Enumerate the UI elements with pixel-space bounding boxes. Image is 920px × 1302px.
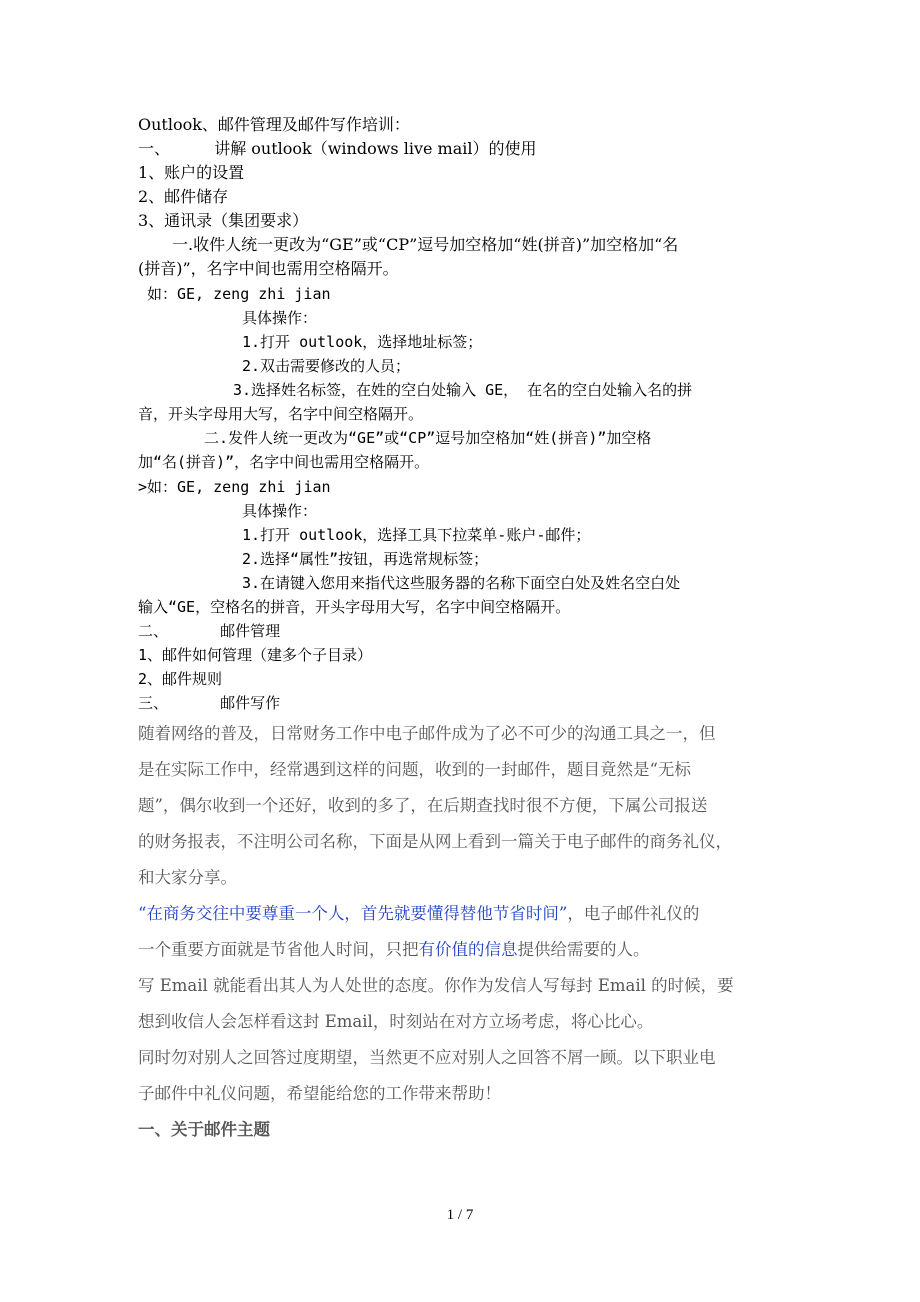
sender-rule-line-1: 二.发件人统一更改为“GE”或“CP”逗号加空格加“姓(拼音)”加空格 (204, 429, 652, 447)
section3-heading-text: 邮件写作 (220, 694, 281, 712)
quote-line (138, 902, 699, 926)
section1-item-1: 1、账户的设置 (138, 163, 245, 182)
section2-heading-num: 二、 (138, 622, 169, 640)
value-info-post: 提供给需要的人。 (517, 940, 650, 959)
value-info-highlight: 有价值的信息 (418, 940, 518, 959)
para1-line-5: 和大家分享。 (138, 868, 237, 887)
para4-line-1: 同时勿对别人之回答过度期望，当然更不应对别人之回答不屑一顾。以下职业电 (138, 1048, 716, 1067)
para3-line-1: 写 Email 就能看出其人为人处世的态度。你作为发信人写每封 Email 的时候，要 (138, 976, 734, 995)
section2-item-2: 2、邮件规则 (138, 670, 223, 688)
op1-step-2: 2.双击需要修改的人员； (242, 357, 411, 375)
op1-step-3-line-2: 音，开头字母用大写，名字中间空格隔开。 (138, 405, 424, 423)
op2-step-3-line-1: 3.在请键入您用来指代这些服务器的名称下面空白处及姓名空白处 (242, 574, 681, 592)
value-info-line (138, 938, 650, 962)
para4-line-2: 子邮件中礼仪问题，希望能给您的工作带来帮助！ (138, 1084, 501, 1103)
recipient-rule-line-2: (拼音)”，名字中间也需用空格隔开。 (138, 259, 399, 278)
op1-step-3-line-1: 3.选择姓名标签，在姓的空白处输入 GE， 在名的空白处输入名的拼 (233, 381, 693, 399)
section3-heading (138, 692, 280, 714)
example-2: >如：GE, zeng zhi jian (138, 478, 331, 496)
para1-line-1: 随着网络的普及，日常财务工作中电子邮件成为了必不可少的沟通工具之一，但 (138, 724, 716, 743)
op1-step-1: 1.打开 outlook，选择地址标签； (242, 333, 483, 351)
email-subject-subheading: 一、关于邮件主题 (138, 1120, 270, 1139)
page-indicator: 1 / 7 (446, 1207, 474, 1223)
section3-heading-num: 三、 (138, 694, 169, 712)
ops-label-1: 具体操作： (242, 309, 318, 327)
highlighted-quote: “在商务交往中要尊重一个人，首先就要懂得替他节省时间” (138, 904, 568, 923)
quote-line-rest: ，电子邮件礼仪的 (567, 904, 700, 923)
recipient-rule-line-1: 一.收件人统一更改为“GE”或“CP”逗号加空格加“姓(拼音)”加空格加“名 (172, 235, 679, 254)
section2-heading-text: 邮件管理 (220, 622, 281, 640)
document-title: Outlook、邮件管理及邮件写作培训： (138, 115, 410, 134)
ops-label-2: 具体操作： (242, 502, 318, 520)
section2-item-1: 1、邮件如何管理（建多个子目录） (138, 646, 373, 664)
example-1: 如：GE, zeng zhi jian (147, 285, 331, 303)
para1-line-3: 题”，偶尔收到一个还好，收到的多了，在后期查找时很不方便，下属公司报送 (138, 796, 708, 815)
section1-heading-num: 一、 (138, 139, 171, 158)
section1-heading (138, 138, 537, 160)
section2-heading (138, 620, 280, 642)
op2-step-2: 2.选择“属性”按钮，再选常规标签； (242, 550, 489, 568)
section1-item-2: 2、邮件储存 (138, 187, 229, 206)
op2-step-1: 1.打开 outlook，选择工具下拉菜单-账户-邮件； (242, 526, 591, 544)
sender-rule-line-2: 加“名(拼音)”，名字中间也需用空格隔开。 (138, 453, 430, 471)
para1-line-4: 的财务报表，不注明公司名称，下面是从网上看到一篇关于电子邮件的商务礼仪， (138, 832, 732, 851)
section1-heading-text: 讲解 outlook（windows live mail）的使用 (214, 139, 537, 158)
para1-line-2: 是在实际工作中，经常遇到这样的问题，收到的一封邮件，题目竟然是“无标 (138, 760, 691, 779)
para3-line-2: 想到收信人会怎样看这封 Email，时刻站在对方立场考虑，将心比心。 (138, 1012, 654, 1031)
section1-item-3: 3、通讯录（集团要求） (138, 211, 309, 230)
value-info-pre: 一个重要方面就是节省他人时间，只把 (138, 940, 419, 959)
op2-step-3-line-2: 输入“GE，空格名的拼音，开头字母用大写，名字中间空格隔开。 (138, 598, 571, 616)
